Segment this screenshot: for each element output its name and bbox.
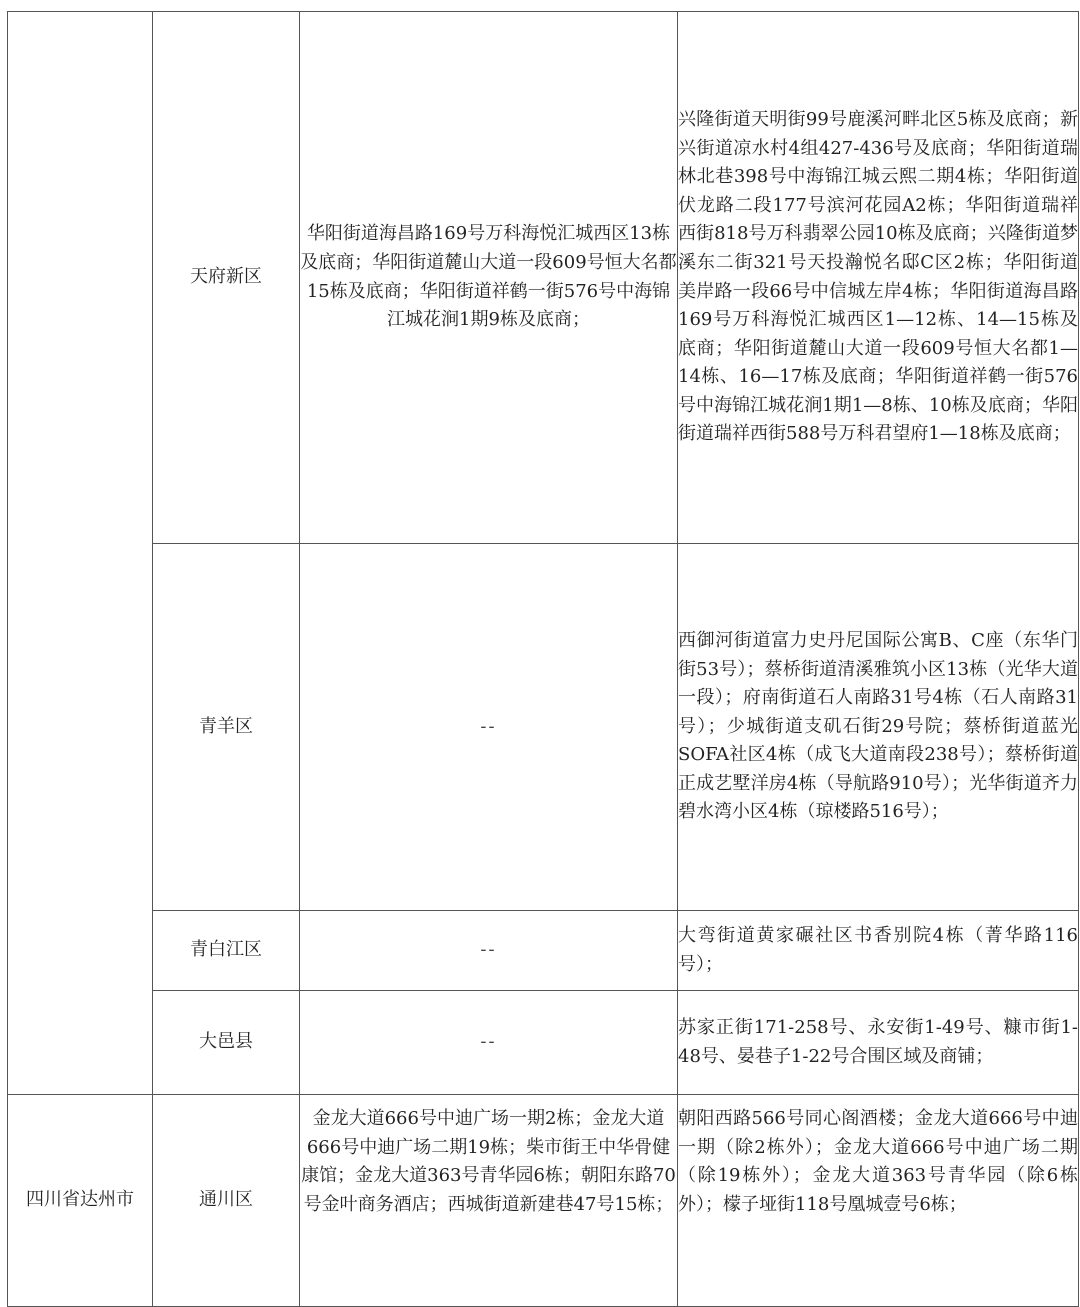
province-cell [8,12,153,1095]
area-cell: 朝阳西路566号同心阁酒楼；金龙大道666号中迪一期（除2栋外）；金龙大道666号中迪广场二期（除19栋外）；金龙大道363号青华园（除6栋外）；檬子垭街118号凰城壹号6栋； [678,1095,1079,1307]
table-row [8,1095,1079,1307]
district-cell: 天府新区 [153,12,300,544]
table-row [8,911,1079,991]
table-row [8,544,1079,911]
detail-cell: 华阳街道海昌路169号万科海悦汇城西区13栋及底商；华阳街道麓山大道一段609号恒大名都15栋及底商；华阳街道祥鹤一街576号中海锦江城花涧1期9栋及底商； [300,12,678,544]
district-cell: 青羊区 [153,544,300,911]
detail-cell: 金龙大道666号中迪广场一期2栋；金龙大道666号中迪广场二期19栋；柴市街王中华骨健康馆；金龙大道363号青华园6栋；朝阳东路70号金叶商务酒店；西城街道新建巷47号15栋； [300,1095,678,1307]
province-cell: 四川省达州市 [8,1095,153,1307]
area-cell: 兴隆街道天明街99号鹿溪河畔北区5栋及底商；新兴街道凉水村4组427-436号及底商；华阳街道瑞林北巷398号中海锦江城云熙二期4栋；华阳街道伏龙路二段177号滨河花园A2栋；华阳街道瑞祥西街818号万科翡翠公园10栋及底商；兴隆街道梦溪东二街321号天投瀚悦名邸C区2栋；华阳街道美岸路一段66号中信城左岸4栋；华阳街道海昌路169号万科海悦汇城西区1—12栋、14—15栋及底商；华阳街道麓山大道一段609号恒大名都1—14栋、16—17栋及底商；华阳街道祥鹤一街576号中海锦江城花涧1期1—8栋、10栋及底商；华阳街道瑞祥西街588号万科君望府1—18栋及底商； [678,12,1079,544]
data-table [7,11,1079,1307]
detail-cell: -- [300,911,678,991]
table-row [8,991,1079,1095]
district-cell: 大邑县 [153,991,300,1095]
district-cell: 通川区 [153,1095,300,1307]
area-cell: 大弯街道黄家碾社区书香别院4栋（菁华路116号）； [678,911,1079,991]
detail-cell: -- [300,544,678,911]
detail-cell: -- [300,991,678,1095]
area-cell: 苏家正街171-258号、永安街1-49号、糠市街1-48号、晏巷子1-22号合围区域及商铺； [678,991,1079,1095]
district-cell: 青白江区 [153,911,300,991]
table-row [8,12,1079,544]
area-cell: 西御河街道富力史丹尼国际公寓B、C座（东华门街53号）；蔡桥街道清溪雅筑小区13栋（光华大道一段）；府南街道石人南路31号4栋（石人南路31号）；少城街道支矶石街29号院；蔡桥街道蓝光SOFA社区4栋（成飞大道南段238号）；蔡桥街道正成艺墅洋房4栋（导航路910号）；光华街道齐力碧水湾小区4栋（琼楼路516号）； [678,544,1079,911]
